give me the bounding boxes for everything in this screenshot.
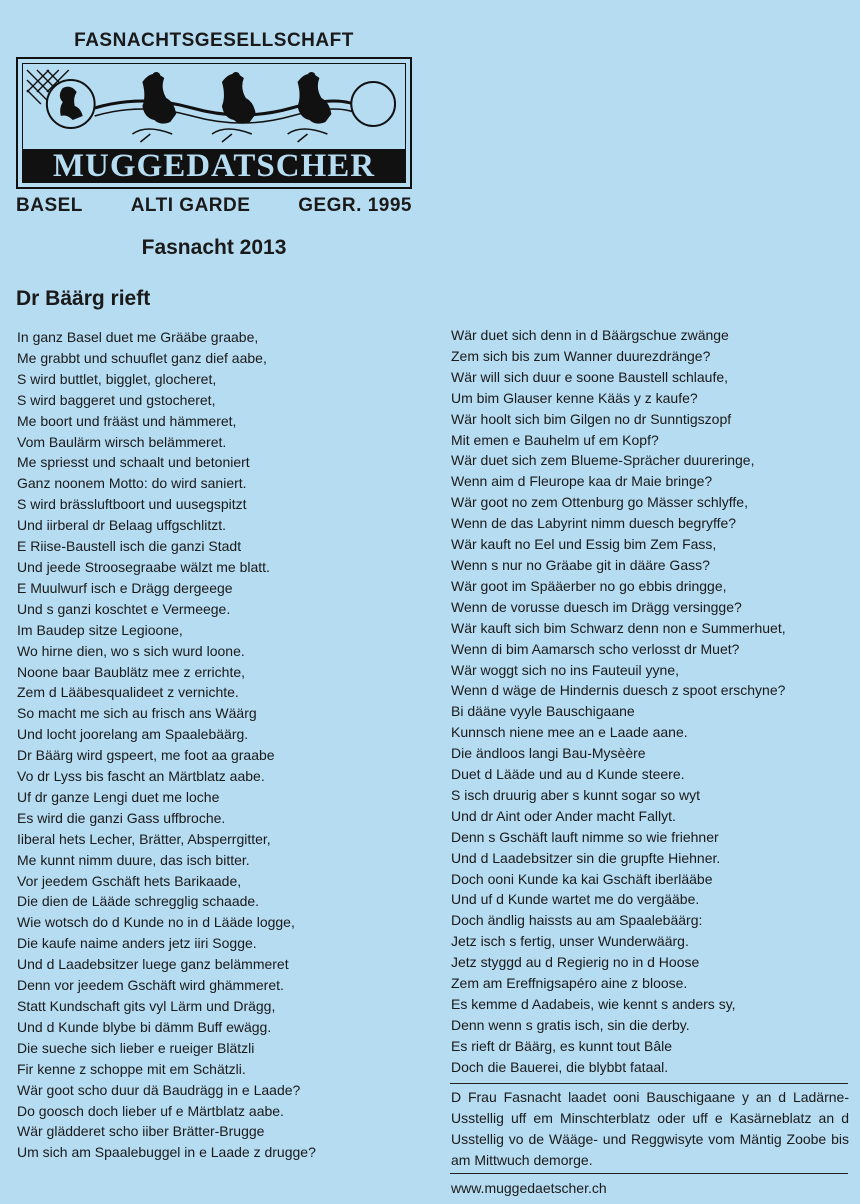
poem-line: Wär woggt sich no ins Fauteuil yyne,	[451, 661, 679, 678]
poem-line: Wenn s nur no Gräabe git in dääre Gass?	[451, 556, 710, 573]
group-label: ALTI GARDE	[130, 195, 251, 216]
poem-line: Vom Baulärm wirsch belämmeret.	[17, 433, 227, 450]
poem-line: Uf dr ganze Lengi duet me loche	[17, 788, 220, 805]
founded-label: GEGR. 1995	[298, 195, 412, 216]
exhibition-note: D Frau Fasnacht laadet ooni Bauschigaane y an d Ladärne-Usstellig uff em Minschterblatz oder uff e Kasärneblatz an d Usstellig vo de Wääge- und Reggwisyte vom Mäntig Zoobe bis am Mittwuch demorge.	[451, 1089, 849, 1168]
poem-line: Wenn aim d Fleurope kaa dr Maie bringe?	[451, 473, 713, 490]
poem-line: Me boort und frääst und hämmeret,	[17, 412, 237, 429]
poem-line: Wenn de das Labyrint nimm duesch begryffe?	[451, 515, 737, 532]
note-divider-bottom	[450, 1173, 848, 1174]
logo	[16, 57, 412, 189]
poem-line: Und jeede Stroosegraabe wälzt me blatt.	[17, 558, 270, 575]
poem-line: E Riise-Baustell isch die ganzi Stadt	[17, 538, 242, 555]
poem-line: Dr Bäärg wird gspeert, me foot aa graabe	[17, 747, 275, 764]
poem-line: Und locht joorelang am Spaalebäärg.	[17, 726, 249, 743]
poem-line: Wenn de vorusse duesch im Drägg versingge?	[451, 598, 742, 615]
poem-line: Statt Kundschaft gits vyl Lärm und Drägg,	[17, 998, 276, 1014]
poem-line: Vo dr Lyss bis fascht an Märtblatz aabe.	[17, 768, 265, 785]
poem-line: Um bim Glauser kenne Kääs y z kaufe?	[451, 389, 698, 406]
poem-line: Wo hirne dien, wo s sich wurd loone.	[17, 642, 245, 659]
poem-line: Wär glädderet scho iiber Brätter-Brugge	[17, 1123, 265, 1140]
poem-line: Ganz noonem Motto: do wird saniert.	[17, 475, 247, 492]
poem-line: Doch ooni Kunde ka kai Gschäft iberlääbe	[451, 870, 713, 887]
society-heading: FASNACHTSGESELLSCHAFT	[74, 30, 354, 51]
poem-line: So macht me sich au frisch ans Wäärg	[17, 705, 257, 722]
poem-line: Und d Laadebsitzer luege ganz belämmeret	[17, 956, 289, 973]
logo-subtitle	[16, 195, 412, 217]
logo-wordmark: MUGGEDATSCHER	[22, 149, 406, 183]
poem-line: Kunnsch niene mee an e Laade aane.	[451, 724, 688, 741]
poem-line: Fir kenne z schoppe mit em Schätzli.	[17, 1060, 246, 1077]
poem-line: S isch druurig aber s kunnt sogar so wyt	[451, 786, 701, 803]
poem-line: Wär goot im Spääerber no go ebbis dringge,	[451, 577, 727, 594]
poem-line: Me spriesst und schaalt und betoniert	[17, 454, 250, 471]
poem-line: Wär will sich duur e soone Baustell schlaufe,	[451, 368, 729, 385]
poem-line: Doch ändlig haissts au am Spaalebäärg:	[451, 912, 703, 929]
poem-line: S wird buttlet, bigglet, glocheret,	[17, 370, 217, 387]
poem-line: Denn vor jeedem Gschäft wird ghämmeret.	[17, 977, 284, 994]
poem-line: Wär goot no zem Ottenburg go Mässer schlyffe,	[451, 494, 748, 511]
poem-line: Im Baudep sitze Legioone,	[17, 621, 183, 638]
poem-line: Es rieft dr Bäärg, es kunnt tout Bâle	[451, 1037, 673, 1054]
poem-line: Und s ganzi koschtet e Vermeege.	[17, 600, 231, 617]
poem-line: Noone baar Baublätz mee z errichte,	[17, 663, 246, 680]
poem-line: Wie wotsch do d Kunde no in d Lääde logge,	[17, 914, 295, 931]
poem-line: Wär kauft no Eel und Essig bim Zem Fass,	[451, 536, 717, 553]
poem-line: Denn wenn s gratis isch, sin die derby.	[451, 1016, 690, 1033]
poem-line: Jetz isch s fertig, unser Wunderwäärg.	[451, 933, 689, 950]
poem-line: Iiberal hets Lecher, Brätter, Absperrgitter,	[17, 830, 271, 847]
city-label: BASEL	[16, 195, 83, 216]
poem-line: Und d Kunde blybe bi dämm Buff ewägg.	[17, 1018, 272, 1035]
poem-line: Wär hoolt sich bim Gilgen no dr Sunntigszopf	[451, 410, 732, 427]
poem-line: Es wird die ganzi Gass uffbroche.	[17, 809, 226, 826]
poem-line: S wird brässluftboort und uusegspitzt	[17, 496, 247, 513]
poem-line: Vor jeedem Gschäft hets Barikaade,	[17, 872, 242, 889]
poem-left-column	[17, 327, 316, 1163]
poem-line: Die sueche sich lieber e rueiger Blätzli	[17, 1039, 255, 1056]
poem-line: Und uf d Kunde wartet me do vergääbe.	[451, 891, 700, 908]
poem-line: Die ändloos langi Bau-Mysèère	[451, 745, 646, 762]
poem-line: Und iirberal dr Belaag uffgschlitzt.	[17, 517, 227, 534]
poem-line: Um sich am Spaalebuggel in e Laade z drugge?	[17, 1144, 316, 1161]
poem-line: Zem d Lääbesqualideet z vernichte.	[17, 684, 239, 701]
poem-line: Denn s Gschäft lauft nimme so wie friehner	[451, 828, 719, 845]
poem-line: Me kunnt nimm duure, das isch bitter.	[17, 851, 250, 868]
poem-line: Bi dääne vyyle Bauschigaane	[451, 703, 635, 720]
poem-line: Duet d Lääde und au d Kunde steere.	[451, 766, 685, 783]
logo-illustration-icon	[23, 64, 405, 152]
poem-right-column	[451, 325, 786, 1078]
poem-title: Dr Bäärg rieft	[16, 287, 151, 310]
poem-line: Wär duet sich zem Blueme-Sprächer duureringe,	[451, 452, 755, 469]
poem-line: Doch die Bauerei, die blybbt fataal.	[451, 1058, 669, 1075]
poem-line: Zem sich bis zum Wanner duurezdränge?	[451, 347, 711, 364]
poem-line: Me grabbt und schuuflet ganz dief aabe,	[17, 349, 267, 366]
poem-line: Wär kauft sich bim Schwarz denn non e Summerhuet,	[451, 619, 786, 636]
poem-line: Wenn d wäge de Hindernis duesch z spoot erschyne?	[451, 682, 786, 699]
poem-line: Die kaufe naime anders jetz iiri Sogge.	[17, 935, 257, 952]
poem-line: Die dien de Lääde schregglig schaade.	[17, 893, 260, 910]
poem-line: Jetz styggd au d Regierig no in d Hoose	[451, 954, 700, 971]
poem-line: Wenn di bim Aamarsch scho verlosst dr Muet?	[451, 640, 740, 657]
poem-line: In ganz Basel duet me Grääbe graabe,	[17, 329, 259, 345]
note-divider-top	[450, 1083, 848, 1084]
poem-line: Wär duet sich denn in d Bäärgschue zwänge	[451, 327, 729, 343]
poem-line: Und d Laadebsitzer sin die grupfte Hiehner.	[451, 849, 721, 866]
poem-line: E Muulwurf isch e Drägg dergeege	[17, 579, 233, 596]
poem-line: Wär goot scho duur dä Baudrägg in e Laade?	[17, 1081, 301, 1098]
poem-line: Mit emen e Bauhelm uf em Kopf?	[451, 431, 659, 448]
poem-line: Und dr Aint oder Ander macht Fallyt.	[451, 807, 676, 824]
poem-line: Do goosch doch lieber uf e Märtblatz aabe.	[17, 1102, 284, 1119]
poem-line: Zem am Ereffnigsapéro aine z bloose.	[451, 975, 688, 992]
poem-line: S wird baggeret und gstocheret,	[17, 391, 216, 408]
poem-line: Es kemme d Aadabeis, wie kennt s anders sy,	[451, 996, 736, 1012]
event-title: Fasnacht 2013	[141, 236, 287, 259]
website-link[interactable]: www.muggedaetscher.ch	[451, 1180, 607, 1196]
